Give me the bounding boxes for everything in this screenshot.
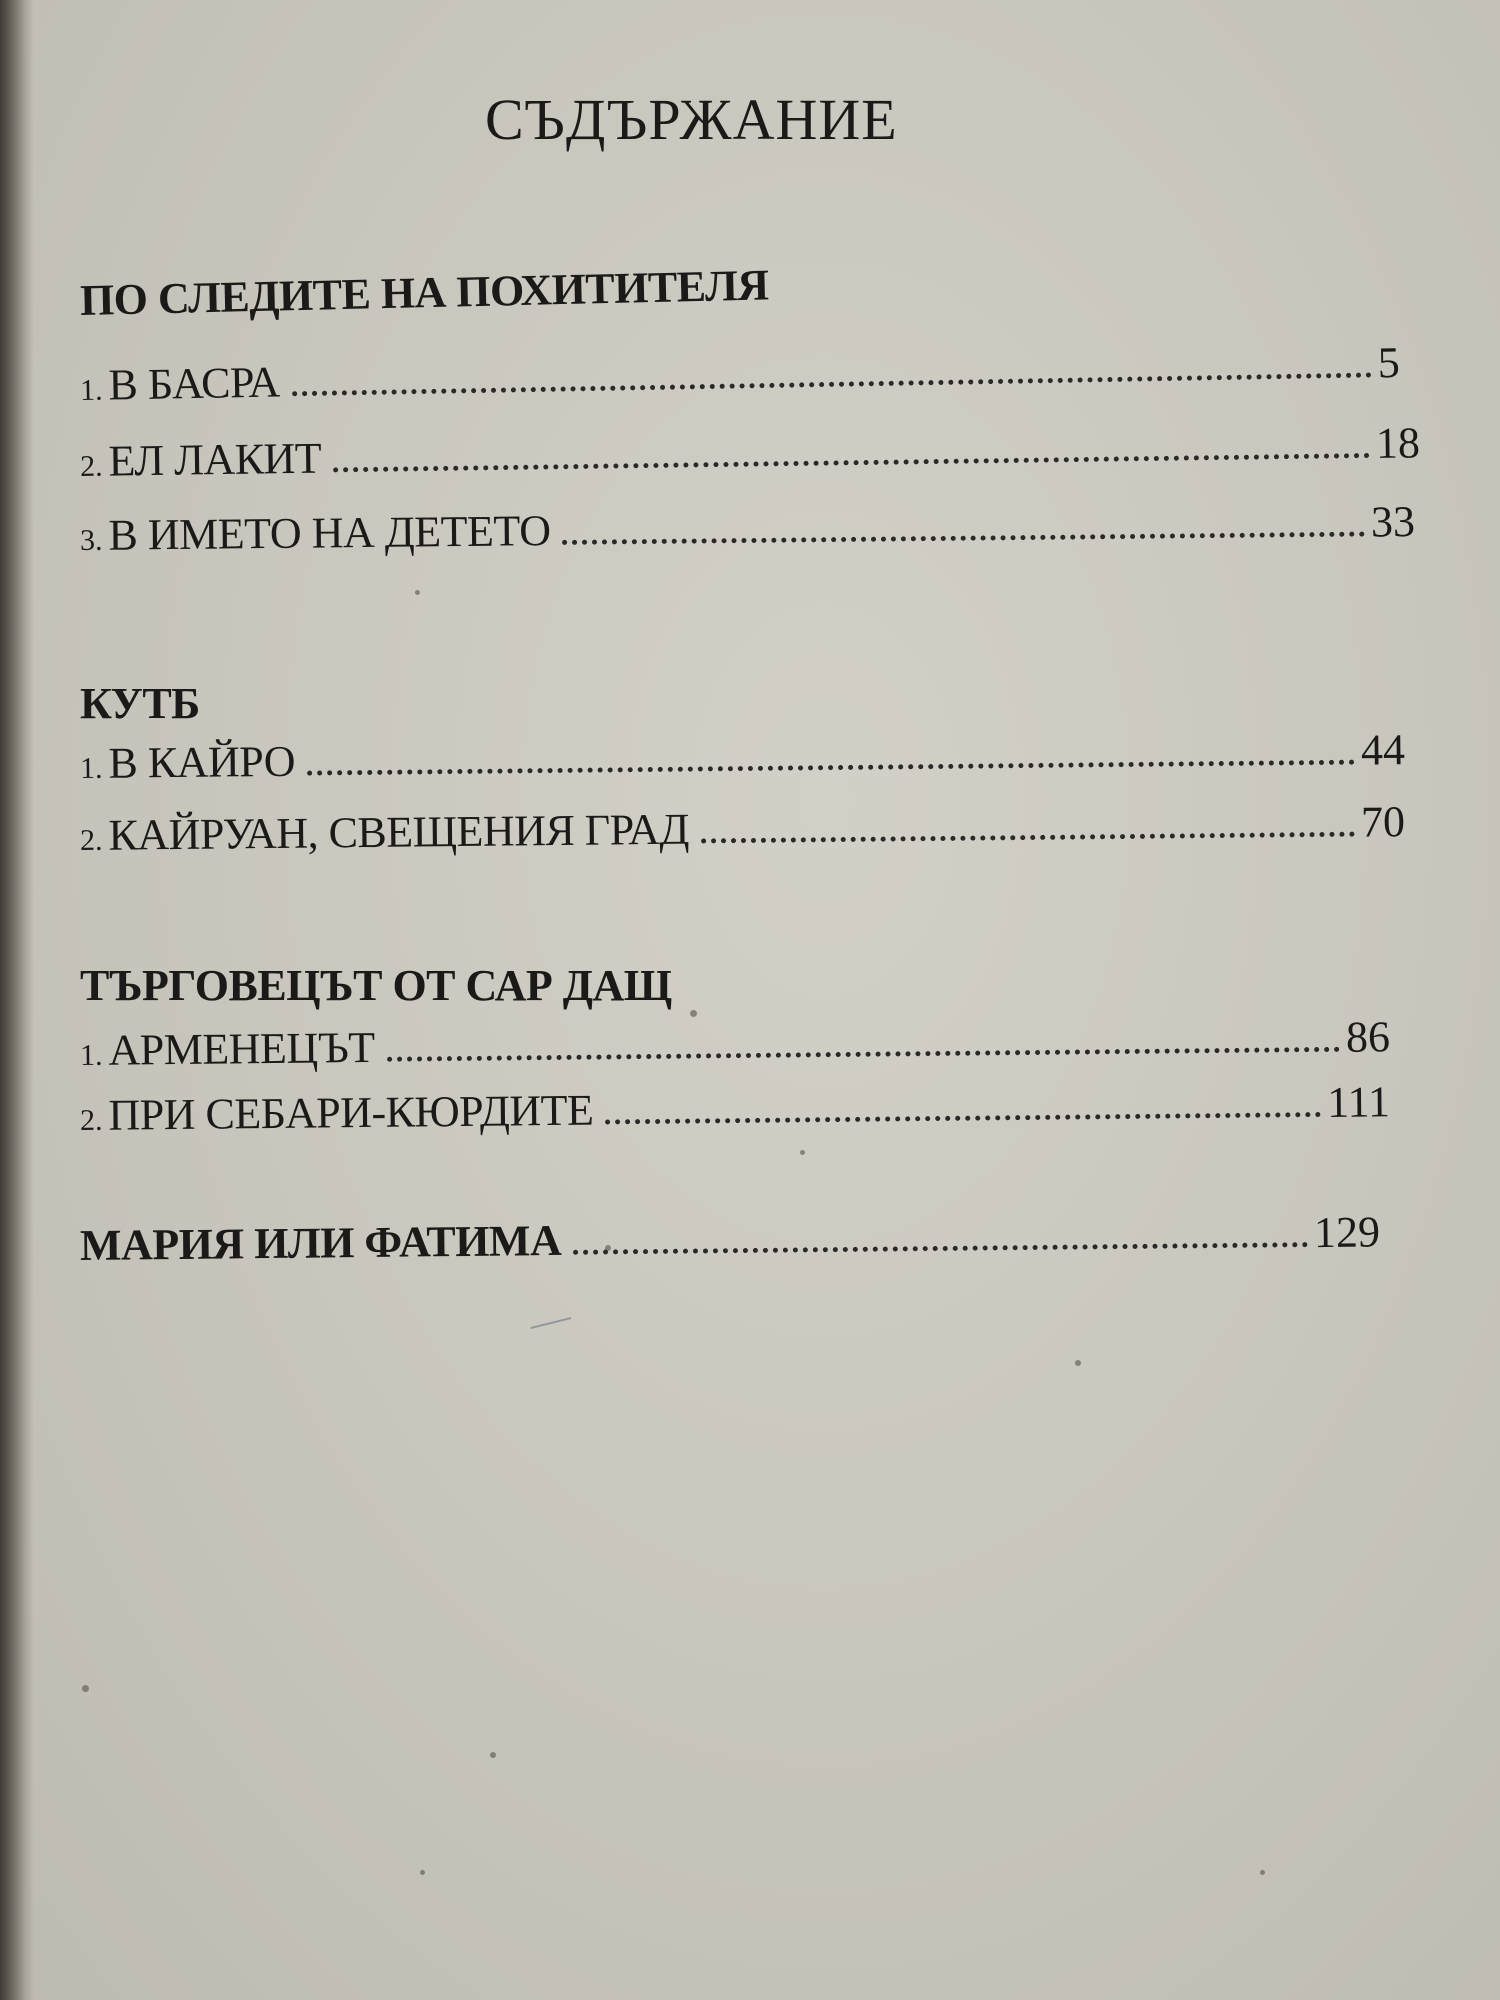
section-heading: ТЪРГОВЕЦЪТ ОТ САР ДАЩ	[80, 961, 672, 1010]
dot-leader	[605, 1112, 1321, 1124]
page-number: 86	[1345, 1012, 1391, 1062]
page-number: 129	[1313, 1207, 1381, 1258]
toc-entry[interactable]	[80, 417, 1421, 487]
book-gutter-shadow	[0, 0, 34, 2000]
page-number: 5	[1377, 337, 1401, 388]
entry-title: ЕЛ ЛАКИТ	[108, 433, 322, 486]
page-title: СЪДЪРЖАНИЕ	[485, 87, 898, 152]
page-number: 44	[1360, 725, 1406, 775]
toc-entry[interactable]	[80, 496, 1415, 561]
entry-number: 1.	[79, 1038, 103, 1072]
page-number: 70	[1360, 797, 1406, 847]
pen-mark	[530, 1317, 571, 1329]
dot-leader	[563, 532, 1366, 545]
entry-number: 2.	[79, 1103, 103, 1137]
toc-entry[interactable]	[80, 724, 1405, 789]
paper-speck	[420, 1870, 425, 1875]
entry-title: КАЙРУАН, СВЕЩЕНИЯ ГРАД	[108, 804, 690, 860]
page-number: 111	[1326, 1077, 1391, 1127]
paper-speck	[1260, 1870, 1265, 1875]
section-heading: КУТБ	[80, 679, 200, 728]
entry-title: В БАСРА	[108, 357, 280, 410]
paper-speck	[800, 1150, 805, 1155]
entry-title: В ИМЕТО НА ДЕТЕТО	[108, 506, 551, 560]
dot-leader	[701, 832, 1355, 844]
entry-number: 1.	[79, 373, 103, 407]
entry-title: В КАЙРО	[108, 736, 296, 788]
dot-leader	[387, 1047, 1340, 1062]
toc-entry[interactable]	[80, 796, 1405, 861]
toc-entry[interactable]	[80, 337, 1401, 411]
dot-leader	[333, 453, 1370, 472]
toc-entry[interactable]	[80, 1076, 1390, 1141]
paper-speck	[1075, 1360, 1081, 1366]
dot-leader	[292, 372, 1372, 396]
section-heading: ПО СЛЕДИТЕ НА ПОХИТИТЕЛЯ	[79, 260, 770, 325]
paper-speck	[82, 1685, 89, 1692]
entry-number: 1.	[79, 751, 103, 785]
entry-title: ПРИ СЕБАРИ-КЮРДИТЕ	[108, 1085, 594, 1140]
paper-speck	[690, 1010, 697, 1017]
dot-leader	[573, 1242, 1308, 1255]
entry-title: МАРИЯ ИЛИ ФАТИМА	[79, 1215, 562, 1270]
entry-number: 2.	[79, 823, 103, 857]
toc-entry[interactable]	[80, 1011, 1390, 1076]
page-number: 33	[1370, 497, 1416, 547]
entry-number: 2.	[79, 449, 103, 483]
paper-speck	[490, 1752, 496, 1758]
toc-entry[interactable]	[80, 1206, 1380, 1271]
entry-title: АРМЕНЕЦЪТ	[108, 1022, 375, 1075]
dot-leader	[307, 760, 1355, 776]
page-number: 18	[1375, 418, 1421, 468]
entry-number: 3.	[79, 523, 103, 557]
paper-speck	[415, 590, 420, 595]
